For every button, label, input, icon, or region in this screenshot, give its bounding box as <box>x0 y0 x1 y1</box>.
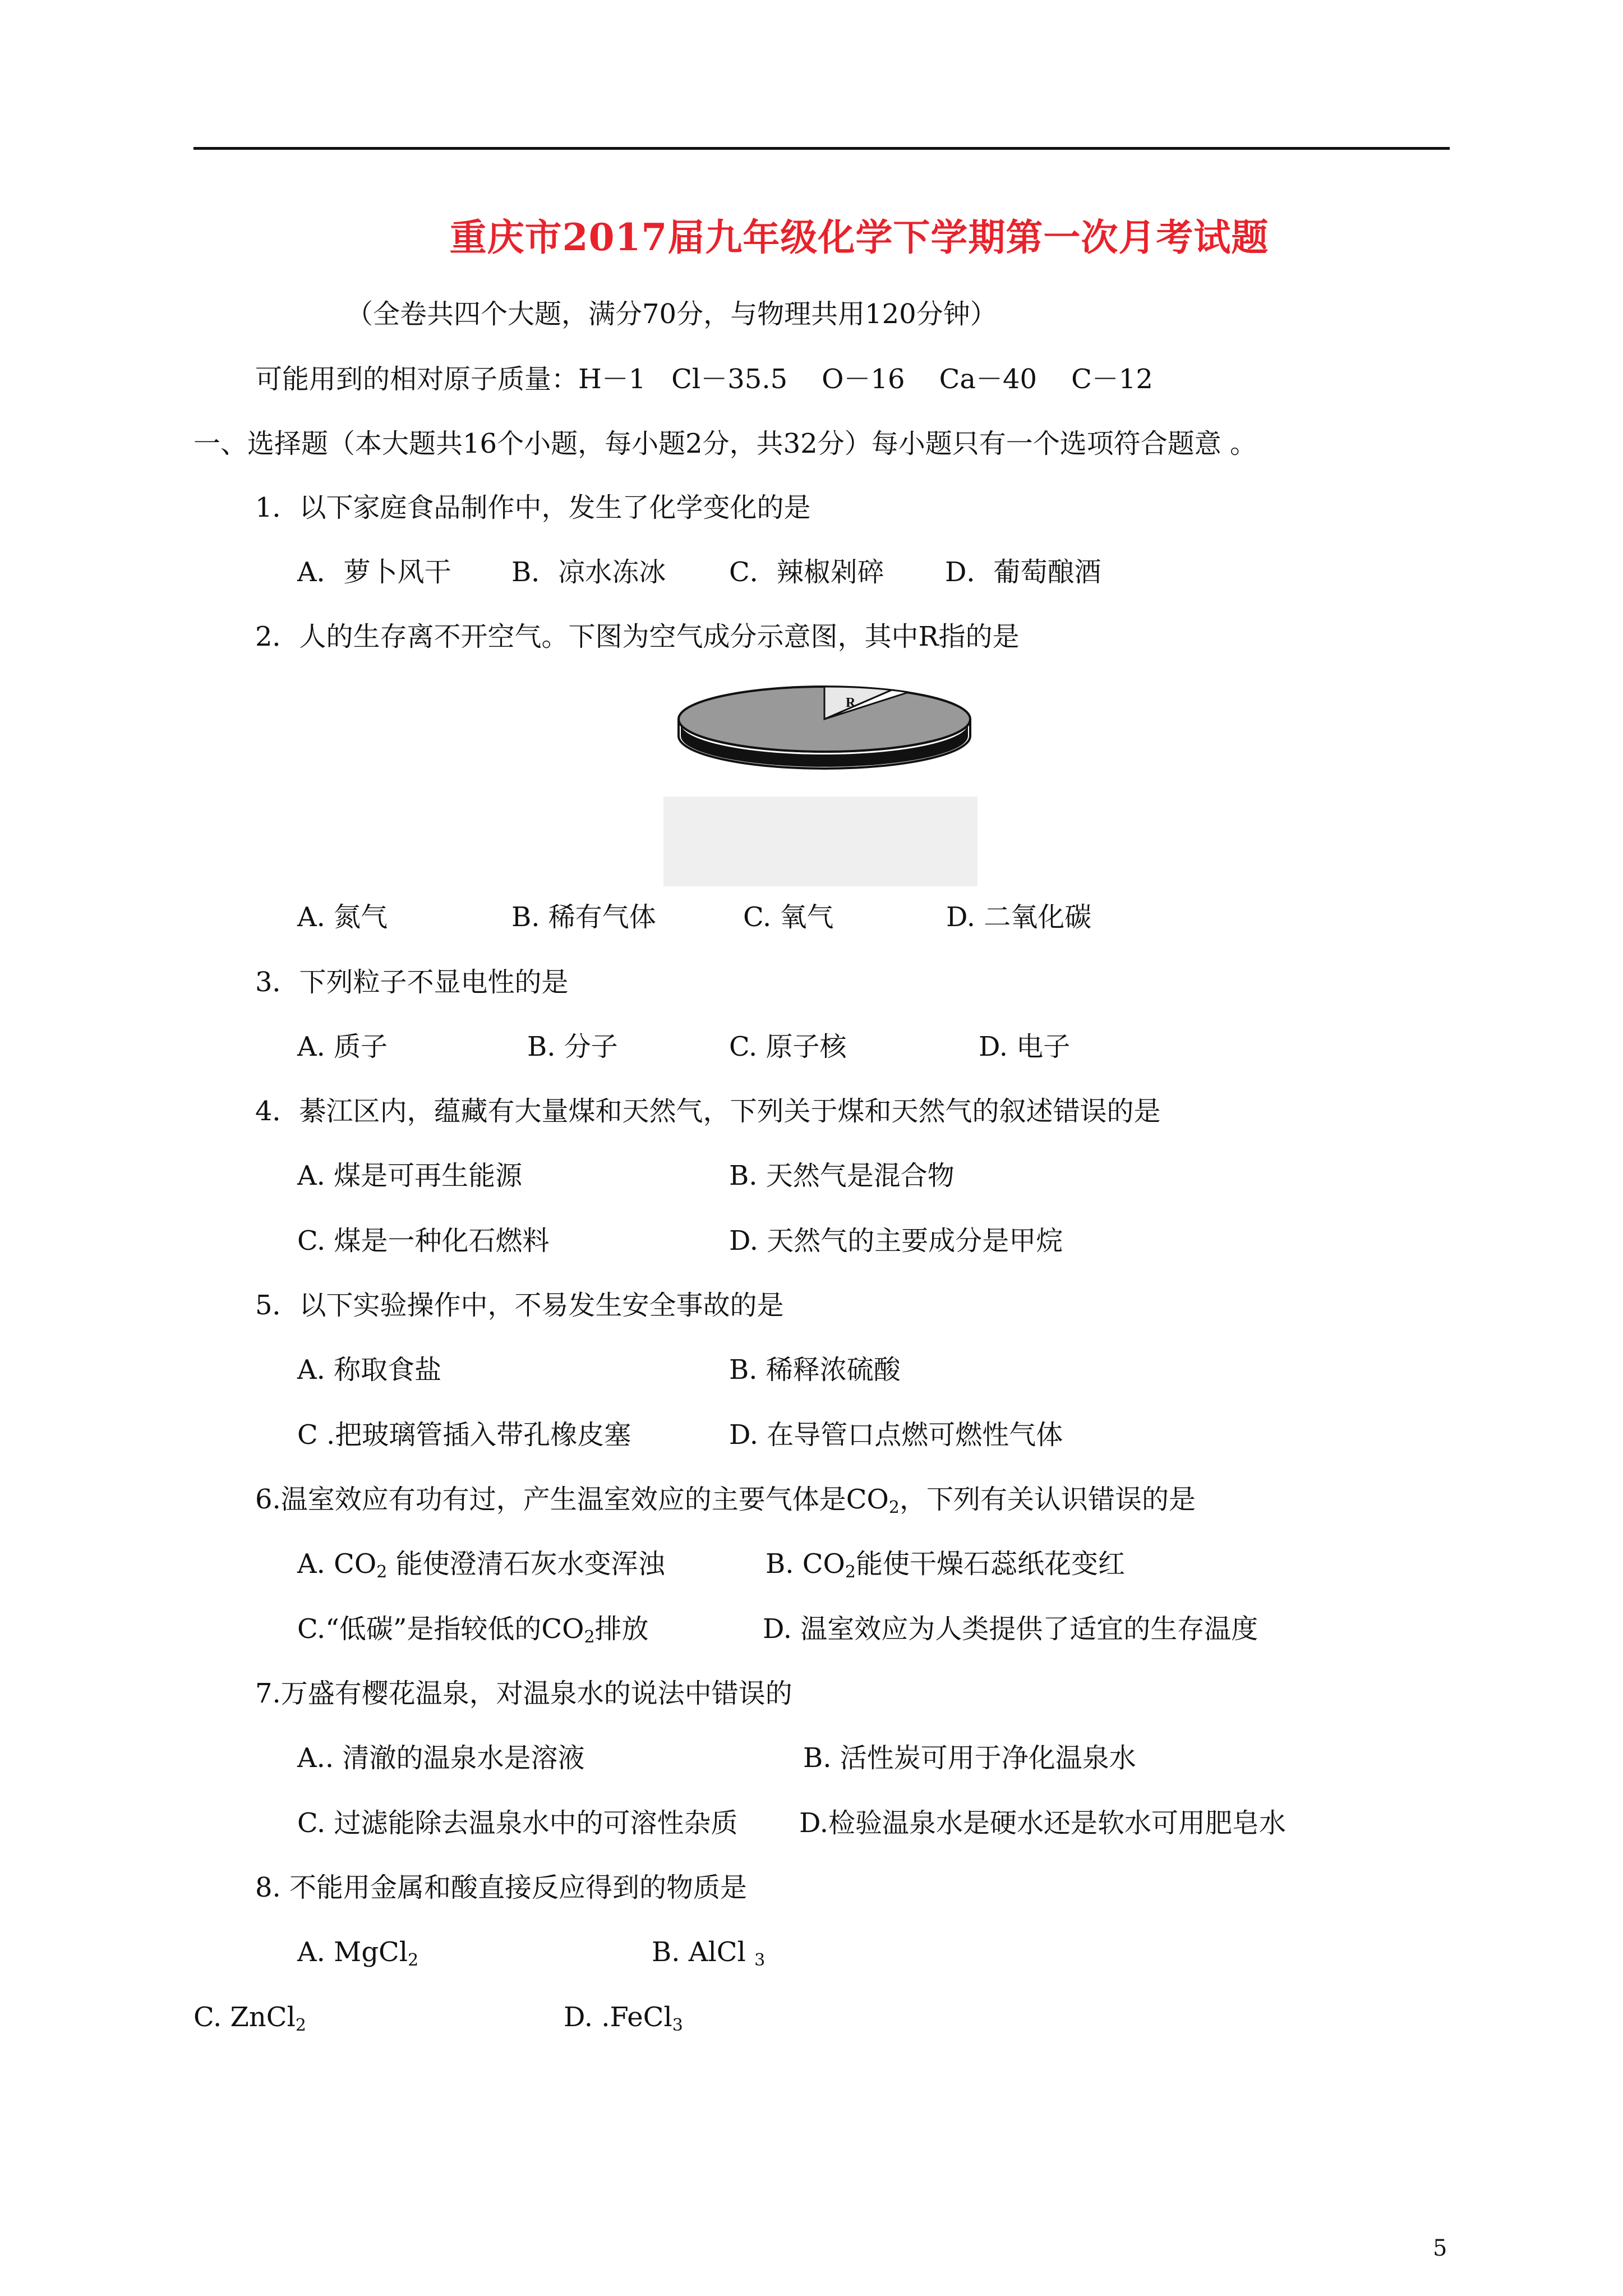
q2-option-a: A. 氮气 <box>297 901 388 933</box>
q6-stem-text: 6.温室效应有功有过，产生温室效应的主要气体是CO <box>255 1484 889 1515</box>
q4-option-b: B. 天然气是混合物 <box>729 1160 955 1191</box>
air-composition-pie-figure <box>673 679 976 780</box>
atomic-mass-line: 可能用到的相对原子质量：H－1 Cl－35.5 O－16 Ca－40 C－12 <box>255 364 1153 395</box>
question-7-stem: 7.万盛有樱花温泉，对温泉水的说法中错误的 <box>255 1678 792 1709</box>
q5-option-d: D. 在导管口点燃可燃性气体 <box>729 1419 1063 1451</box>
q7-option-c: C. 过滤能除去温泉水中的可溶性杂质 <box>297 1807 738 1839</box>
section-heading: 一、选择题（本大题共16个小题，每小题2分，共32分）每小题只有一个选项符合题意 。 <box>193 428 1257 459</box>
q8-option-b: B. AlCl $_3$ <box>652 1936 766 1970</box>
q3-option-b: B. 分子 <box>527 1031 618 1062</box>
q6-option-d: D. 温室效应为人类提供了适宜的生存温度 <box>763 1613 1258 1645</box>
page-title: 重庆市2017届九年级化学下学期第一次月考试题 <box>449 215 1269 259</box>
question-6-stem <box>255 1483 1196 1525</box>
q8-option-c: C. ZnCl$_2$ <box>193 2001 306 2035</box>
q6-option-c: C.“低碳”是指较低的$CO_2$排放 <box>297 1613 649 1647</box>
page-number: 5 <box>1433 2235 1447 2261</box>
q5-option-b: B. 稀释浓硫酸 <box>729 1354 901 1386</box>
q6-option-b: B. $CO_2$能使干燥石蕊纸花变红 <box>766 1548 1125 1582</box>
q6-stem-text-end: ，下列有关认识错误的是 <box>899 1484 1196 1515</box>
q7-option-b: B. 活性炭可用于净化温泉水 <box>803 1742 1136 1774</box>
q5-option-a: A. 称取食盐 <box>297 1354 442 1386</box>
q7-option-d: D.检验温泉水是硬水还是软水可用肥皂水 <box>799 1807 1287 1839</box>
question-2-stem: 2．人的生存离不开空气。下图为空气成分示意图，其中R指的是 <box>255 621 1020 652</box>
q4-option-a: A. 煤是可再生能源 <box>297 1160 523 1191</box>
figure-placeholder-block <box>663 797 978 886</box>
q8-option-a: A. MgCl$_2$ <box>297 1936 419 1970</box>
question-4-stem: 4．綦江区内，蕴藏有大量煤和天然气，下列关于煤和天然气的叙述错误的是 <box>255 1096 1161 1127</box>
question-8-stem: 8. 不能用金属和酸直接反应得到的物质是 <box>255 1872 748 1903</box>
q6-option-a: A. $CO_2$ 能使澄清石灰水变浑浊 <box>297 1548 665 1582</box>
q5-option-c: C .把玻璃管插入带孔橡皮塞 <box>297 1419 631 1451</box>
q7-option-a: A.. 清澈的温泉水是溶液 <box>297 1742 585 1774</box>
q4-option-c: C. 煤是一种化石燃料 <box>297 1225 550 1257</box>
pie-sector-r-label: R <box>846 696 856 710</box>
q8-option-d: D. .FeCl$_3$ <box>564 2001 683 2035</box>
q1-option-b: B．凉水冻冰 <box>511 556 666 588</box>
question-1-stem: 1．以下家庭食品制作中，发生了化学变化的是 <box>255 492 811 523</box>
question-3-stem: 3．下列粒子不显电性的是 <box>255 967 569 998</box>
q1-option-d: D．葡萄酿酒 <box>945 556 1101 588</box>
q6-stem-subscript: 2 <box>888 1498 900 1517</box>
q3-option-a: A. 质子 <box>297 1031 388 1062</box>
q3-option-d: D. 电子 <box>979 1031 1071 1062</box>
q3-option-c: C. 原子核 <box>729 1031 847 1062</box>
q1-option-c: C．辣椒剁碎 <box>729 556 884 588</box>
q4-option-d: D. 天然气的主要成分是甲烷 <box>729 1225 1063 1257</box>
q1-option-a: A．萝卜风干 <box>297 556 451 588</box>
q2-option-b: B. 稀有气体 <box>511 901 656 933</box>
header-rule <box>193 147 1450 150</box>
question-5-stem: 5．以下实验操作中，不易发生安全事故的是 <box>255 1290 784 1321</box>
exam-subtitle: （全卷共四个大题，满分70分，与物理共用120分钟） <box>346 298 997 330</box>
q2-option-c: C. 氧气 <box>743 901 834 933</box>
q2-option-d: D. 二氧化碳 <box>946 901 1092 933</box>
